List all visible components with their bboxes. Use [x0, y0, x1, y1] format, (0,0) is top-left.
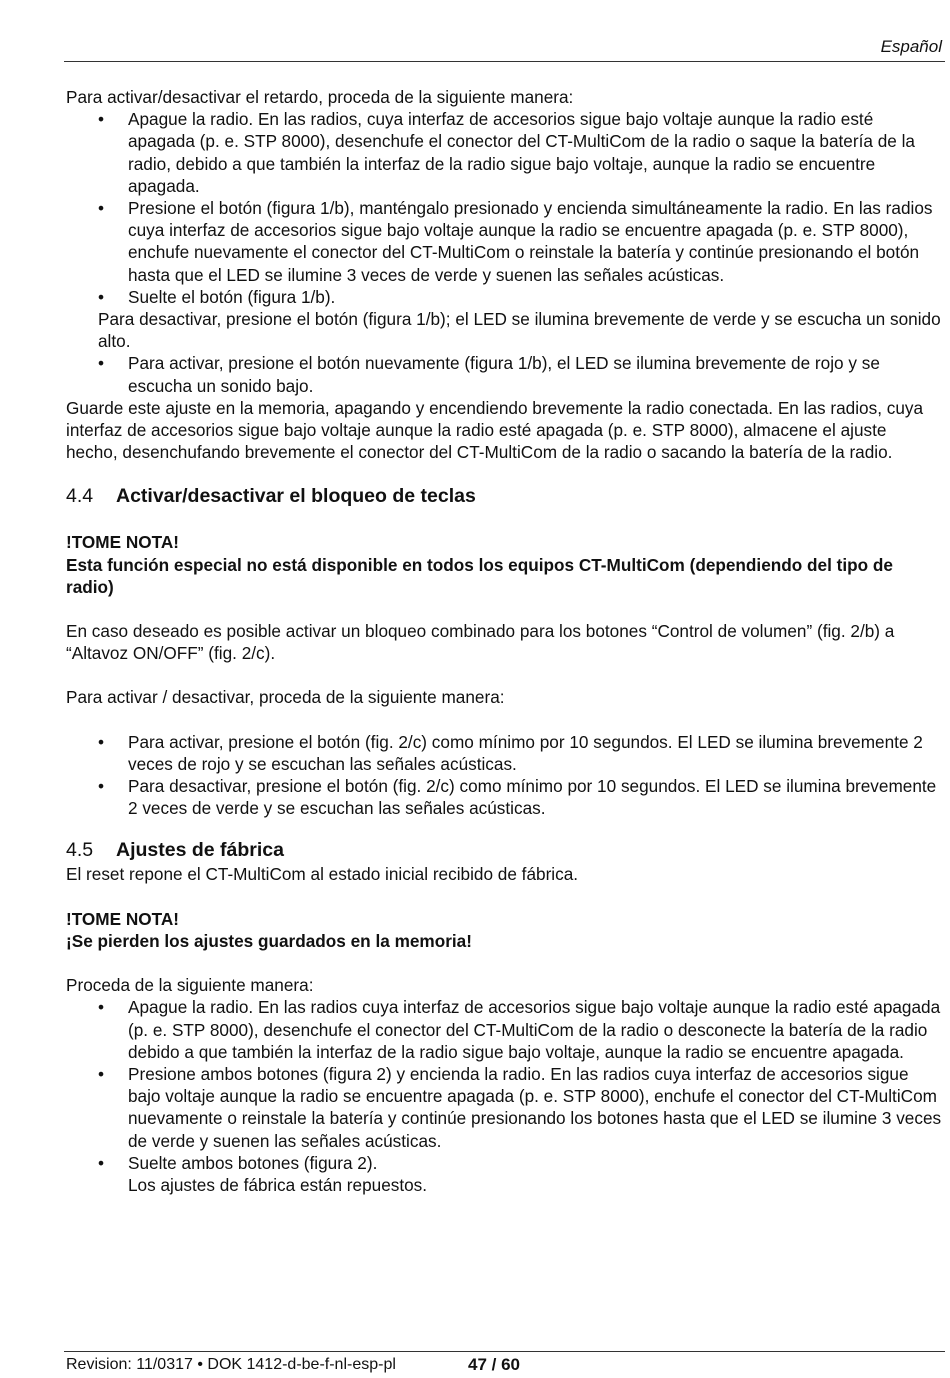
list-item: • Suelte ambos botones (figura 2). [66, 1152, 942, 1174]
retardo-deactivate-note: Para desactivar, presione el botón (figura 1/b); el LED se ilumina brevemente de verde y se escucha un sonido alto. [98, 309, 941, 352]
list-item: • Para activar, presione el botón nuevamente (figura 1/b), el LED se ilumina brevemente de rojo y se escucha un sonido bajo. [66, 352, 942, 396]
retardo-activate-list [66, 352, 942, 396]
section-heading-4-4 [66, 483, 942, 509]
section-4-5-result: Los ajustes de fábrica están repuestos. [128, 1174, 428, 1195]
page-content [66, 86, 942, 1196]
list-item: • Apague la radio. En las radios cuya interfaz de accesorios sigue bajo voltaje aunque la radio esté apagada (p. e. STP 8000), desenchufe el conector del CT-MultiCom de la radio o desconecte la batería de la radio debido a que también la interfaz de la radio sigue bajo voltaje, aunque la radio se encuentre apagada. [66, 996, 942, 1063]
retardo-intro: Para activar/desactivar el retardo, proceda de la siguiente manera: [66, 87, 574, 107]
note-text: Esta función especial no está disponible en todos los equipos CT-MultiCom (dependiendo del tipo de radio) [66, 554, 893, 597]
list-item: • Apague la radio. En las radios, cuya interfaz de accesorios sigue bajo voltaje aunque la radio esté apagada (p. e. STP 8000), desenchufe el conector del CT-MultiCom de la radio o saque la batería de la radio, debido a que también la interfaz de la radio sigue bajo voltaje, aunque la radio se encuentre apagada. [66, 108, 942, 197]
section-heading-4-5 [66, 837, 942, 863]
list-item: • Suelte el botón (figura 1/b). [66, 286, 942, 308]
section-4-4-steps-list [66, 731, 942, 820]
note-label: !TOME NOTA! [66, 532, 179, 553]
section-4-4-intro: Para activar / desactivar, proceda de la siguiente manera: [66, 687, 505, 708]
footer [66, 1355, 520, 1374]
retardo-save-note: Guarde este ajuste en la memoria, apagando y encendiendo brevemente la radio conectada. En las radios, cuya interfaz de accesorios sigue bajo voltaje aunque la radio esté apagada (p. e. STP 8000), almacene el ajuste hecho, desenchufando brevemente el conector del CT-MultiCom de la radio o sacando la batería de la radio. [66, 397, 924, 463]
section-4-5-body: El reset repone el CT-MultiCom al estado inicial recibido de fábrica. [66, 864, 579, 885]
list-item: • Para desactivar, presione el botón (fig. 2/c) como mínimo por 10 segundos. El LED se ilumina brevemente 2 veces de verde y se escuchan las señales acústicas. [66, 775, 942, 819]
footer-revision: Revision: 11/0317 • DOK 1412-d-be-f-nl-esp-pl [66, 1356, 396, 1373]
section-title: Ajustes de fábrica [116, 839, 284, 862]
note-label: !TOME NOTA! [66, 908, 179, 929]
header-language: Español [880, 37, 942, 56]
section-4-5-steps-list [66, 996, 942, 1174]
section-number: 4.4 [66, 485, 94, 508]
section-number: 4.5 [66, 839, 94, 862]
footer-divider [64, 1351, 945, 1352]
list-item: • Presione el botón (figura 1/b), manténgalo presionado y encienda simultáneamente la radio. En las radios cuya interfaz de accesorios sigue bajo voltaje aunque la radio se encuentre apagada (p. e. STP 8000), enchufe nuevamente el conector del CT-MultiCom o reinstale la batería y continúe presionando el botón hasta que el LED se ilumine 3 veces de verde y suenen las señales acústicas. [66, 197, 942, 286]
list-item: • Presione ambos botones (figura 2) y encienda la radio. En las radios cuya interfaz de accesorios sigue bajo voltaje aunque la radio se encuentre apagada (p. e. STP 8000), enchufe el conector del CT-MultiCom nuevamente o reinstale la batería y continúe presionando los botones hasta que el LED se ilumine 3 veces de verde y suenen las señales acústicas. [66, 1063, 942, 1152]
list-item: • Para activar, presione el botón (fig. 2/c) como mínimo por 10 segundos. El LED se ilumina brevemente 2 veces de rojo y se escuchan las señales acústicas. [66, 731, 942, 775]
retardo-steps-list [66, 108, 942, 308]
section-4-4-body: En caso deseado es posible activar un bloqueo combinado para los botones “Control de volumen” (fig. 2/b) a “Altavoz ON/OFF” (fig. 2/c). [66, 621, 895, 664]
header-divider [64, 61, 945, 62]
note-text: ¡Se pierden los ajustes guardados en la memoria! [66, 930, 472, 951]
page-number: 47 / 60 [468, 1355, 520, 1374]
section-title: Activar/desactivar el bloqueo de teclas [116, 485, 476, 508]
section-4-5-intro: Proceda de la siguiente manera: [66, 975, 314, 996]
